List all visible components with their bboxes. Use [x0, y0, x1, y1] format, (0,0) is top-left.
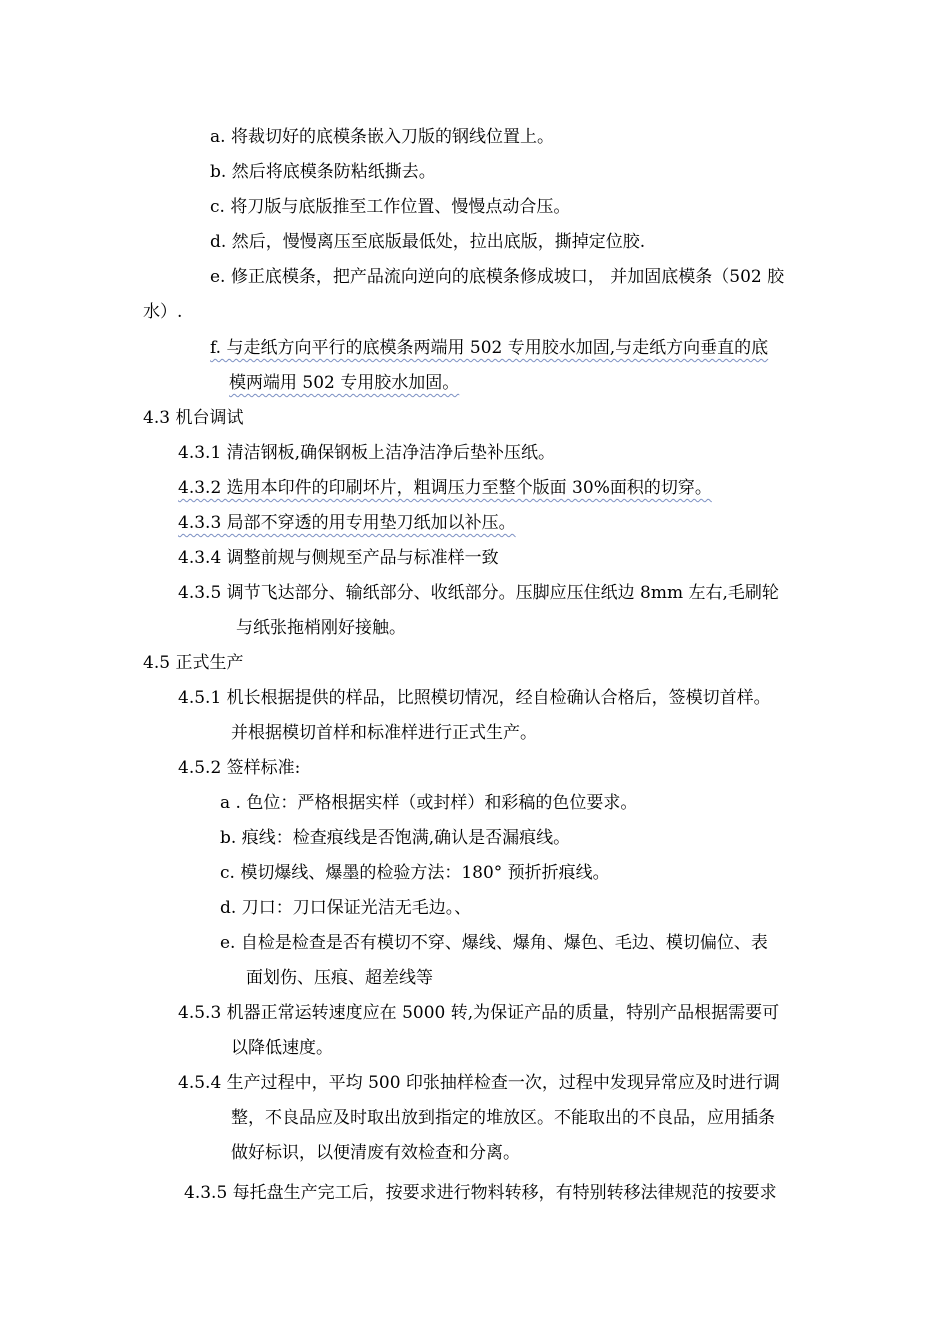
item-4-5-1-line2: 并根据模切首样和标准样进行正式生产。: [231, 723, 537, 743]
item-4-3-1: 4.3.1 清洁钢板,确保钢板上洁净洁净后垫补压纸。: [178, 443, 556, 463]
section-4-5-heading: 4.5 正式生产: [143, 653, 244, 673]
item-4-5-4-line3: 做好标识，以便清废有效检查和分离。: [231, 1143, 520, 1163]
criterion-a: a . 色位：严格根据实样（或封样）和彩稿的色位要求。: [220, 793, 638, 813]
item-4-5-4-line2: 整，不良品应及时取出放到指定的堆放区。不能取出的不良品，应用插条: [231, 1108, 775, 1128]
step-b: b. 然后将底模条防粘纸撕去。: [210, 162, 436, 182]
step-e-line1: e. 修正底模条，把产品流向逆向的底模条修成坡口， 并加固底模条（502 胶: [210, 267, 785, 287]
step-c: c. 将刀版与底版推至工作位置、慢慢点动合压。: [210, 197, 571, 217]
criterion-c: c. 模切爆线、爆墨的检验方法：180° 预折折痕线。: [220, 863, 610, 883]
criterion-d: d. 刀口：刀口保证光洁无毛边。、: [220, 898, 472, 918]
item-4-5-3-line1: 4.5.3 机器正常运转速度应在 5000 转,为保证产品的质量，特别产品根据需要可: [178, 1003, 780, 1023]
criterion-e-line1: e. 自检是检查是否有模切不穿、爆线、爆角、爆色、毛边、模切偏位、表: [220, 933, 768, 953]
item-4-5-3-line2: 以降低速度。: [231, 1038, 333, 1058]
item-4-5-2-heading: 4.5.2 签样标准:: [178, 758, 301, 778]
step-e-line2: 水）.: [143, 302, 183, 322]
item-4-5-1-line1: 4.5.1 机长根据提供的样品，比照模切情况，经自检确认合格后，签模切首样。: [178, 688, 771, 708]
item-4-3-5-line2: 与纸张拖梢刚好接触。: [236, 618, 406, 638]
section-4-3-heading: 4.3 机台调试: [143, 408, 244, 428]
item-4-3-5-line1: 4.3.5 调节飞达部分、输纸部分、收纸部分。压脚应压住纸边 8mm 左右,毛刷轮: [178, 583, 779, 603]
step-a: a. 将裁切好的底模条嵌入刀版的钢线位置上。: [210, 127, 554, 147]
step-f-line2: 模两端用 502 专用胶水加固。: [229, 373, 460, 393]
step-d: d. 然后，慢慢离压至底版最低处，拉出底版，撕掉定位胶.: [210, 232, 646, 252]
item-4-3-4: 4.3.4 调整前规与侧规至产品与标准样一致: [178, 548, 499, 568]
criterion-e-line2: 面划伤、压痕、超差线等: [246, 968, 433, 988]
item-4-3-5-transfer: 4.3.5 每托盘生产完工后，按要求进行物料转移，有特别转移法律规范的按要求: [184, 1183, 777, 1203]
step-f-line1: f. 与走纸方向平行的底模条两端用 502 专用胶水加固,与走纸方向垂直的底: [210, 338, 769, 358]
item-4-3-3: 4.3.3 局部不穿透的用专用垫刀纸加以补压。: [178, 513, 516, 533]
item-4-5-4-line1: 4.5.4 生产过程中，平均 500 印张抽样检查一次，过程中发现异常应及时进行调: [178, 1073, 780, 1093]
criterion-b: b. 痕线：检查痕线是否饱满,确认是否漏痕线。: [220, 828, 571, 848]
item-4-3-2: 4.3.2 选用本印件的印刷坏片，粗调压力至整个版面 30%面积的切穿。: [178, 478, 712, 498]
